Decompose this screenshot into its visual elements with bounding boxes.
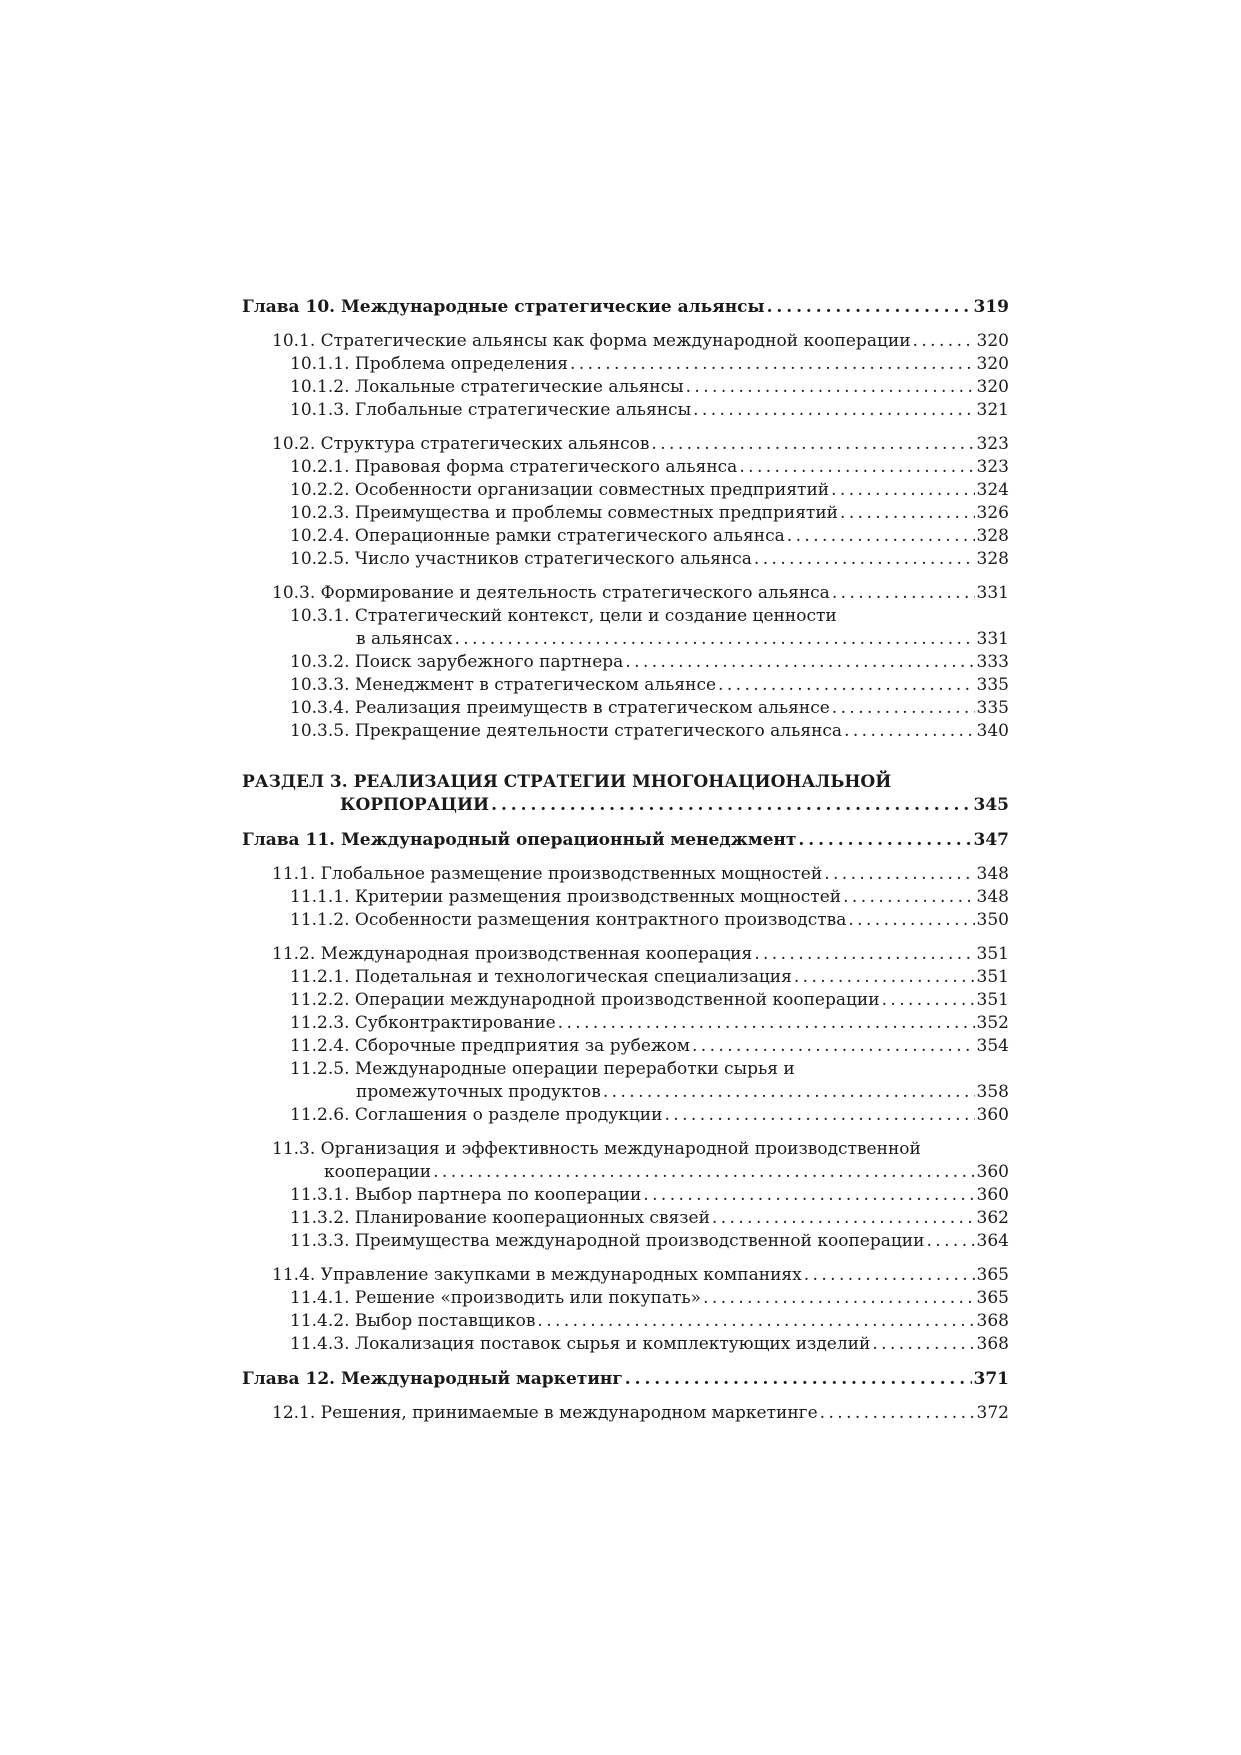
toc-title: 11.2.1. Подетальная и технологическая специализация (290, 967, 792, 987)
toc-subsection-10-3-2[interactable] (242, 651, 1009, 674)
toc-title: 11.2.3. Субконтрактирование (290, 1013, 556, 1033)
toc-title: РАЗДЕЛ 3. РЕАЛИЗАЦИЯ СТРАТЕГИИ МНОГОНАЦИОНАЛЬНОЙ (242, 772, 892, 792)
toc-chapter-10[interactable] (242, 296, 1009, 319)
toc-title-continuation: промежуточных продуктов (356, 1082, 601, 1102)
toc-title: 11.2.5. Международные операции переработки сырья и (290, 1059, 795, 1079)
toc-title: 11.3. Организация и эффективность международной производственной (272, 1139, 921, 1159)
toc-page: 348 (976, 864, 1009, 884)
toc-subsection-11-2-2[interactable] (242, 989, 1009, 1012)
toc-chapter-12[interactable] (242, 1368, 1009, 1391)
toc-title: 11.4.3. Локализация поставок сырья и комплектующих изделий (290, 1334, 871, 1354)
toc-subsection-10-1-3[interactable] (242, 399, 1009, 422)
toc-subsection-10-2-1[interactable] (242, 456, 1009, 479)
toc-title: 10.1. Стратегические альянсы как форма международной кооперации (272, 331, 911, 351)
toc-section-10-2[interactable] (242, 433, 1009, 456)
toc-title: 10.3.2. Поиск зарубежного партнера (290, 652, 624, 672)
toc-section-12-1[interactable] (242, 1402, 1009, 1425)
toc-part-3[interactable] (242, 771, 1009, 817)
toc-page: 360 (976, 1105, 1009, 1125)
toc-title: 10.3.1. Стратегический контекст, цели и создание ценности (290, 606, 837, 626)
toc-title: 10.3.3. Менеджмент в стратегическом альянсе (290, 675, 717, 695)
toc-page: 360 (976, 1185, 1009, 1205)
toc-title: 10.1.1. Проблема определения (290, 354, 568, 374)
toc-title: 11.4.1. Решение «производить или покупать» (290, 1288, 702, 1308)
toc-subsection-10-3-5[interactable] (242, 720, 1009, 743)
toc-page: 333 (976, 652, 1009, 672)
toc-page: 358 (976, 1082, 1009, 1102)
toc-page: 328 (976, 526, 1009, 546)
toc-page: 351 (976, 944, 1009, 964)
toc-section-11-2[interactable] (242, 943, 1009, 966)
toc-title: 10.2.2. Особенности организации совместных предприятий (290, 480, 830, 500)
toc-subsection-11-4-3[interactable] (242, 1333, 1009, 1356)
toc-title-continuation: кооперации (324, 1162, 432, 1182)
toc-page: 362 (976, 1208, 1009, 1228)
toc-section-11-3[interactable] (242, 1138, 1009, 1184)
toc-subsection-10-2-4[interactable] (242, 525, 1009, 548)
toc-title: 11.3.1. Выбор партнера по кооперации (290, 1185, 642, 1205)
toc-subsection-10-3-4[interactable] (242, 697, 1009, 720)
toc-page: 351 (976, 990, 1009, 1010)
toc-section-10-3[interactable] (242, 582, 1009, 605)
toc-page: 360 (976, 1162, 1009, 1182)
toc-subsection-10-1-2[interactable] (242, 376, 1009, 399)
toc-chapter-11[interactable] (242, 829, 1009, 852)
toc-subsection-11-2-6[interactable] (242, 1104, 1009, 1127)
toc-title: 10.1.3. Глобальные стратегические альянсы (290, 400, 692, 420)
toc-section-11-4[interactable] (242, 1264, 1009, 1287)
toc-subsection-11-3-1[interactable] (242, 1184, 1009, 1207)
toc-page: 321 (976, 400, 1009, 420)
toc-page: 320 (976, 377, 1009, 397)
toc-page: 372 (976, 1403, 1009, 1423)
toc-subsection-11-4-1[interactable] (242, 1287, 1009, 1310)
toc-page: 340 (976, 721, 1009, 741)
toc-title-continuation: КОРПОРАЦИИ (340, 795, 490, 815)
toc-subsection-10-2-3[interactable] (242, 502, 1009, 525)
toc-title: 11.2.4. Сборочные предприятия за рубежом (290, 1036, 690, 1056)
toc-subsection-10-3-3[interactable] (242, 674, 1009, 697)
toc-section-11-1[interactable] (242, 863, 1009, 886)
toc-subsection-10-3-1[interactable] (242, 605, 1009, 651)
toc-title: 10.3.4. Реализация преимуществ в стратегическом альянсе (290, 698, 830, 718)
toc-title-continuation: в альянсах (356, 629, 453, 649)
toc-page: 320 (976, 331, 1009, 351)
toc-title: 11.3.2. Планирование кооперационных связей (290, 1208, 710, 1228)
toc-title: 11.2.6. Соглашения о разделе продукции (290, 1105, 663, 1125)
toc-subsection-11-3-3[interactable] (242, 1230, 1009, 1253)
toc-page: 331 (976, 583, 1009, 603)
toc-title: 11.3.3. Преимущества международной производственной кооперации (290, 1231, 925, 1251)
toc-subsection-10-2-2[interactable] (242, 479, 1009, 502)
toc-subsection-11-2-1[interactable] (242, 966, 1009, 989)
toc-page: 326 (976, 503, 1009, 523)
toc-page: 352 (976, 1013, 1009, 1033)
toc-page: 335 (976, 698, 1009, 718)
toc-subsection-11-4-2[interactable] (242, 1310, 1009, 1333)
toc-subsection-11-1-2[interactable] (242, 909, 1009, 932)
toc-page: 354 (976, 1036, 1009, 1056)
toc-page: 323 (976, 434, 1009, 454)
toc-title: Глава 11. Международный операционный менеджмент (242, 830, 797, 850)
toc-title: 12.1. Решения, принимаемые в международном маркетинге (272, 1403, 818, 1423)
toc-title: 11.4. Управление закупками в международных компаниях (272, 1265, 802, 1285)
table-of-contents (242, 296, 1009, 1425)
toc-page: 364 (976, 1231, 1009, 1251)
toc-title: 10.2. Структура стратегических альянсов (272, 434, 650, 454)
toc-title: 11.4.2. Выбор поставщиков (290, 1311, 536, 1331)
toc-title: 11.2. Международная производственная кооперация (272, 944, 753, 964)
toc-subsection-10-1-1[interactable] (242, 353, 1009, 376)
toc-page: 368 (976, 1334, 1009, 1354)
toc-title: 10.2.1. Правовая форма стратегического альянса (290, 457, 738, 477)
toc-page: 335 (976, 675, 1009, 695)
toc-title: 11.1.1. Критерии размещения производственных мощностей (290, 887, 842, 907)
toc-page: 371 (973, 1369, 1009, 1389)
toc-title: 10.2.5. Число участников стратегического альянса (290, 549, 752, 569)
toc-subsection-11-2-3[interactable] (242, 1012, 1009, 1035)
toc-page: 368 (976, 1311, 1009, 1331)
toc-page: 324 (976, 480, 1009, 500)
toc-page: 345 (973, 795, 1009, 815)
toc-title: 11.2.2. Операции международной производственной кооперации (290, 990, 880, 1010)
toc-title: 10.1.2. Локальные стратегические альянсы (290, 377, 684, 397)
toc-subsection-11-2-5[interactable] (242, 1058, 1009, 1104)
toc-page: 365 (976, 1288, 1009, 1308)
toc-title: Глава 12. Международный маркетинг (242, 1369, 623, 1389)
toc-page: 348 (976, 887, 1009, 907)
toc-page: 331 (976, 629, 1009, 649)
toc-title: Глава 10. Международные стратегические альянсы (242, 297, 765, 317)
toc-section-10-1[interactable] (242, 330, 1009, 353)
toc-title: 10.3. Формирование и деятельность стратегического альянса (272, 583, 830, 603)
toc-subsection-11-1-1[interactable] (242, 886, 1009, 909)
toc-title: 10.2.4. Операционные рамки стратегического альянса (290, 526, 785, 546)
toc-subsection-10-2-5[interactable] (242, 548, 1009, 571)
toc-title: 10.3.5. Прекращение деятельности стратегического альянса (290, 721, 843, 741)
toc-page: 347 (973, 830, 1009, 850)
toc-page: 320 (976, 354, 1009, 374)
toc-subsection-11-2-4[interactable] (242, 1035, 1009, 1058)
toc-page: 350 (976, 910, 1009, 930)
toc-page: 351 (976, 967, 1009, 987)
toc-page: 319 (973, 297, 1009, 317)
toc-page: 328 (976, 549, 1009, 569)
toc-subsection-11-3-2[interactable] (242, 1207, 1009, 1230)
toc-title: 11.1.2. Особенности размещения контрактного производства (290, 910, 847, 930)
toc-title: 11.1. Глобальное размещение производственных мощностей (272, 864, 823, 884)
toc-title: 10.2.3. Преимущества и проблемы совместных предприятий (290, 503, 839, 523)
toc-page: 365 (976, 1265, 1009, 1285)
toc-page: 323 (976, 457, 1009, 477)
